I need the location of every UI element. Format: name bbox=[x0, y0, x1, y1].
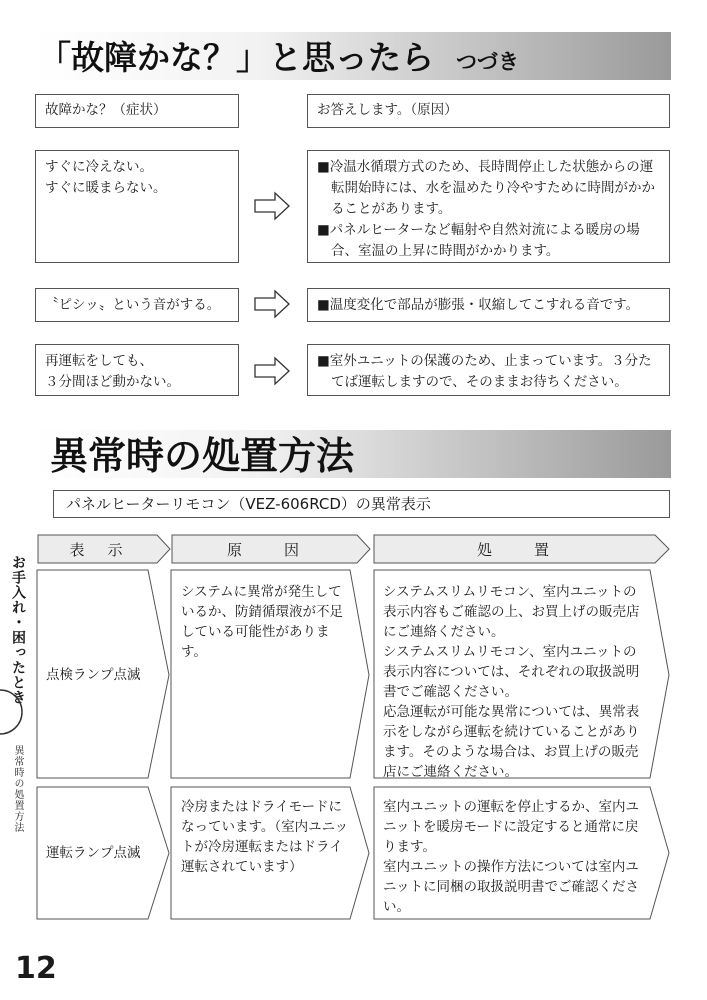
side-tab-marker bbox=[0, 690, 34, 734]
answer-text: ■室外ユニットの保護のため、止まっています。３分たてば運転しますので、そのままお待ちください。 bbox=[317, 353, 652, 390]
symptom-line: ３分間ほど動かない。 bbox=[45, 374, 180, 390]
action-paragraph: システムスリムリモコン、室内ユニットの表示内容もご確認の上、お買上げの販売店にご連絡ください。 bbox=[383, 584, 640, 640]
col-header-cause: 原 因 bbox=[226, 540, 303, 559]
action-paragraph: 室内ユニットの運転を停止するか、室内ユニットを暖房モードに設定すると通常に戻ります。 bbox=[383, 799, 639, 855]
symptom-header: 故障かな？（症状） bbox=[35, 94, 239, 128]
col-header-action: 処 置 bbox=[476, 540, 553, 559]
answer-text: ■温度変化で部品が膨張・収縮してこすれる音です。 bbox=[317, 297, 640, 313]
side-tab-chapter: お手入れ・困ったとき bbox=[10, 555, 26, 705]
cause-cell: 冷房またはドライモードになっています。（室内ユニットが冷房運転またはドライ運転されています） bbox=[181, 799, 349, 875]
troubleshoot-title-suffix: つづき bbox=[456, 50, 519, 74]
action-cell bbox=[383, 582, 649, 782]
cause-cell: システムに異常が発生しているか、防錆循環液が不足している可能性があります。 bbox=[181, 584, 343, 660]
symptom-line: 〝ピシッ〟という音がする。 bbox=[45, 297, 221, 313]
answer-text: ■冷温水循環方式のため、長時間停止した状態からの運転開始時には、水を温めたり冷やすために時間がかかることがあります。 bbox=[317, 159, 655, 217]
action-cell bbox=[383, 797, 649, 917]
display-cell: 点検ランプ点滅 bbox=[46, 667, 141, 683]
action-paragraph: 室内ユニットの操作方法については室内ユニットに同梱の取扱説明書でご確認ください。 bbox=[383, 859, 639, 915]
display-cell: 運転ランプ点滅 bbox=[46, 845, 141, 861]
col-header-display: 表 示 bbox=[69, 540, 127, 559]
side-tab-section: 異常時の処置方法 bbox=[12, 745, 23, 833]
troubleshoot-title-main: 「故障かな？」と思ったら bbox=[38, 38, 434, 77]
page-number: 12 bbox=[15, 951, 57, 986]
action-paragraph: 応急運転が可能な異常については、異常表示をしながら運転を続けていることがあります。そのような場合は、お買上げの販売店にご連絡ください。 bbox=[383, 704, 640, 780]
abnormal-subtitle: パネルヒーターリモコン（VEZ-606RCD）の異常表示 bbox=[53, 490, 670, 518]
answer-header: お答えします。（原因） bbox=[307, 94, 670, 128]
symptom-line: 再運転をしても、 bbox=[45, 353, 153, 369]
answer-text: ■パネルヒーターなど輻射や自然対流による暖房の場合、室温の上昇に時間がかかります。 bbox=[317, 222, 640, 259]
symptom-line: すぐに冷えない。 bbox=[45, 159, 153, 175]
action-paragraph: システムスリムリモコン、室内ユニットの表示内容については、それぞれの取扱説明書でご確認ください。 bbox=[383, 644, 640, 700]
abnormal-title: 異常時の処置方法 bbox=[50, 434, 355, 478]
symptom-line: すぐに暖まらない。 bbox=[45, 180, 167, 196]
